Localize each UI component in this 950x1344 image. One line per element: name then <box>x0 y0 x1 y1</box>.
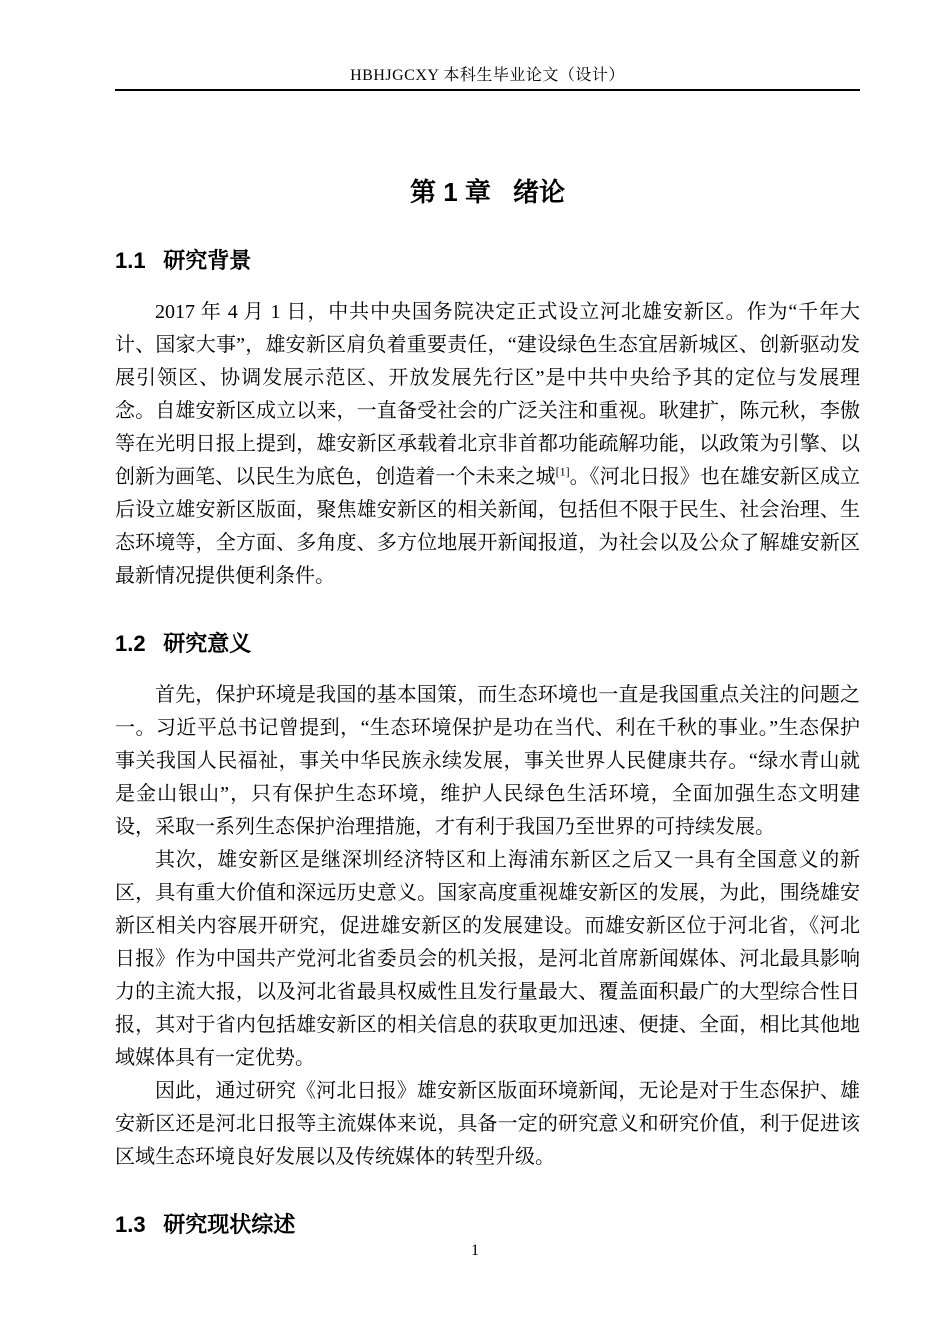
section-number: 1.2 <box>115 631 146 656</box>
significance-paragraph-2: 其次，雄安新区是继深圳经济特区和上海浦东新区之后又一具有全国意义的新区，具有重大价值和深远历史意义。国家高度重视雄安新区的发展，为此，围绕雄安新区相关内容展开研究，促进雄安新区的发展建设。而雄安新区位于河北省，《河北日报》作为中国共产党河北省委员会的机关报，是河北首席新闻媒体、河北最具影响力的主流大报，以及河北省最具权威性且发行量最大、覆盖面积最广的大型综合性日报，其对于省内包括雄安新区的相关信息的获取更加迅速、便捷、全面，相比其他地域媒体具有一定优势。 <box>115 849 860 1069</box>
section-title-text: 研究意义 <box>163 631 252 656</box>
chapter-title-text: 绪论 <box>513 177 566 207</box>
section-title-text: 研究背景 <box>163 248 252 273</box>
page-number: 1 <box>471 1242 479 1259</box>
significance-paragraph-1: 首先，保护环境是我国的基本国策，而生态环境也一直是我国重点关注的问题之一。习近平总书记曾提到，“生态环境保护是功在当代、利在千秋的事业。”生态保护事关我国人民福祉，事关中华民族永续发展，事关世界人民健康共存。“绿水青山就是金山银山”，只有保护生态环境，维护人民绿色生活环境，全面加强生态文明建设，采取一系列生态保护治理措施，才有利于我国乃至世界的可持续发展。 <box>115 684 860 838</box>
section-title-text: 研究现状综述 <box>163 1212 296 1237</box>
section-heading-research-review <box>115 1210 860 1240</box>
background-paragraph-text: 2017 年 4 月 1 日，中共中央国务院决定正式设立河北雄安新区。作为“千年大计、国家大事”，雄安新区肩负着重要责任，“建设绿色生态宜居新城区、创新驱动发展引领区、协调发展示范区、开放发展先行区”是中共中央给予其的定位与发展理念。自雄安新区成立以来，一直备受社会的广泛关注和重视。耿建扩，陈元秋，李傲等在光明日报上提到，雄安新区承载着北京非首都功能疏解功能，以政策为引擎、以创新为画笔、以民生为底色，创造着一个未来之城 <box>115 301 860 488</box>
background-paragraph-continuation: 。《河北日报》也在雄安新区成立后设立雄安新区版面，聚焦雄安新区的相关新闻，包括但不限于民生、社会治理、生态环境等，全方面、多角度、多方位地展开新闻报道，为社会以及公众了解雄安新区最新情况提供便利条件。 <box>115 466 861 587</box>
page-content <box>115 88 860 1260</box>
section-number: 1.1 <box>115 248 146 273</box>
significance-paragraph-3: 因此，通过研究《河北日报》雄安新区版面环境新闻，无论是对于生态保护、雄安新区还是河北日报等主流媒体来说，具备一定的研究意义和研究价值，利于促进该区域生态环境良好发展以及传统媒体的转型升级。 <box>115 1080 860 1168</box>
chapter-number: 第 1 章 <box>409 177 491 207</box>
background-paragraph <box>115 296 860 593</box>
section-heading-research-background <box>115 246 860 276</box>
section-heading-research-significance <box>115 629 860 659</box>
running-header: HBHJGCXY 本科生毕业论文（设计） <box>115 62 860 91</box>
section-number: 1.3 <box>115 1212 146 1237</box>
chapter-title <box>115 174 860 210</box>
citation-ref-1: [1] <box>555 464 570 479</box>
